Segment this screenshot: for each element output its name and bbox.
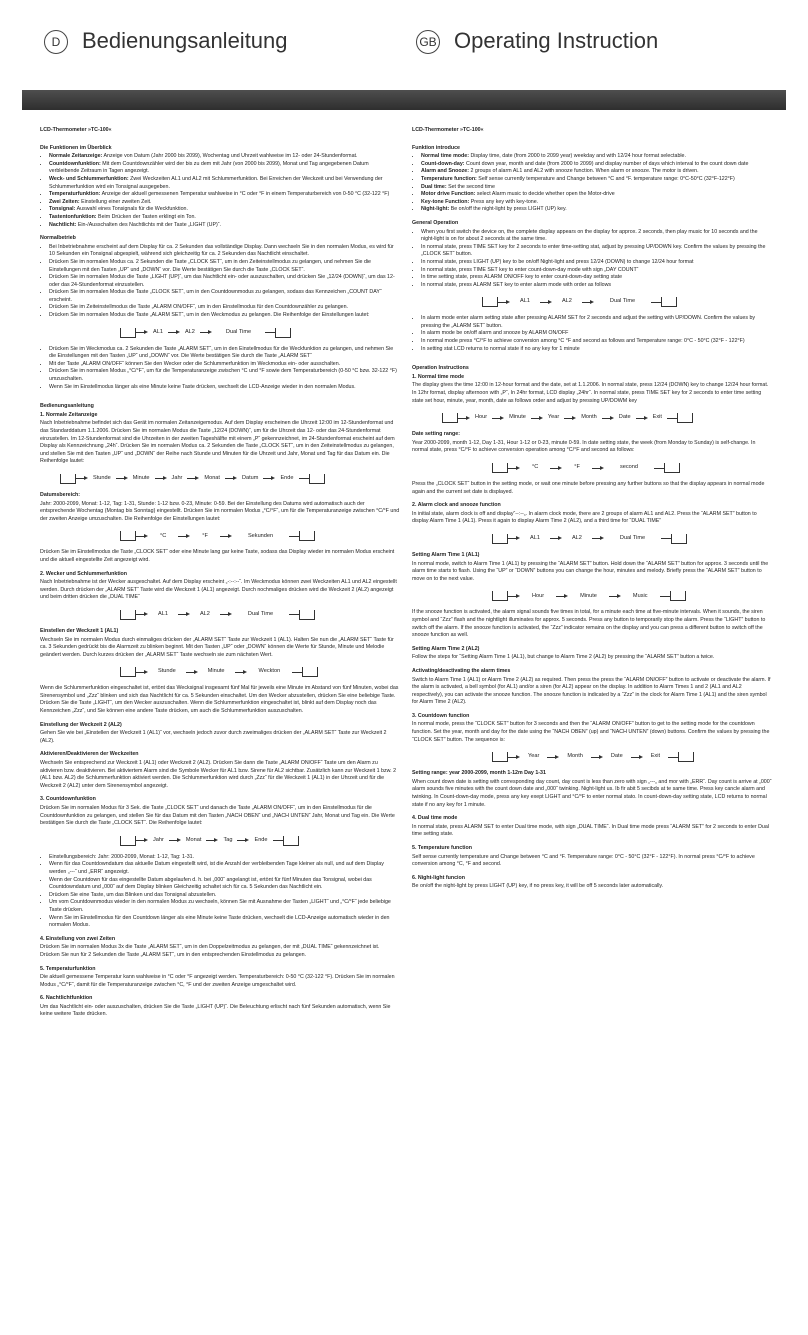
list-item: • Drücken Sie im Weckmodus ca. 2 Sekunden die Taste „ALARM SET“, um in den Einstellmodus für die Weckfunktion zu gelangen, und nehmen Sie die Einstellungen mit den Tasten „UP“ und „DOWN“ vor. Die Werte bestätigen Sie durch die Taste „ALARM SET“ (49, 346, 400, 361)
flow-step: Date (610, 753, 623, 760)
de-range-text: Jahr: 2000-2099, Monat: 1-12, Tag: 1-31, Stunde: 1-12 bzw. 0-23, Minute: 0-59. Bei der Einstellung des Datums wird automatisch auch der entsprechende Wochentag (Montag bis Sonntag) eingestellt. Drücken Sie im normalen Modus „°C/°F“, um für die Temperaturanzeige zwischen °C/°F und der zweiten Anzeige umzuschalten. Die Reihenfolge der Einstellungen lautet: (40, 500, 400, 522)
flow-step: Exit (652, 414, 662, 421)
de-al1-text-2: Wenn die Schlummerfunktion eingeschaltet ist, ertönt das Wecksignal insgesamt fünf Mal für jeweils eine Minute im Abstand von fünf Minuten, wobei das Sirenensymbol und „Zzz“ blinken und sich das Nachtlicht für ca. 5 Sekunden einschaltet. Um den Wecker abzustellen, drücken Sie eine beliebige Taste. Drücken Sie die Taste „LIGHT“, um den Wecker auszuschalten. Wenn die Schlummerfunktion eingeschaltet ist, blinkt auf dem Display noch das Kennzeichen „Zzz“, und Sie können eine andere Taste drücken, um auch die Schlummerfunktion auszuschalten. (40, 685, 399, 715)
german-title (44, 28, 288, 54)
flow-step: AL1 (520, 298, 530, 305)
list-item: • Drücken Sie im Zeiteinstellmodus die Taste „ALARM ON/OFF“, um in den Einstellmodus für den Countdownzähler zu gelangen. (49, 304, 400, 312)
de-s5-text: Die aktuell gemessene Temperatur kann wahlweise in °C oder °F angezeigt werden. Temperaturbereich: 0-50 °C (32-122 °F). Drücken Sie im normalen Modus „°C/°F“, damit für die Temperaturanzeige zwischen °C, °F und der zweiten Anzeige umgeschaltet wird. (40, 974, 395, 988)
flow-step: Month (581, 414, 597, 421)
flow-step: Ende (280, 475, 294, 482)
list-item: • Nachtlicht: Ein-/Ausschalten des Nachtlichts mit der Taste „LIGHT (UP)“. (49, 222, 400, 230)
en-title-text: Operating Instruction (454, 28, 659, 53)
de-range-text-2: Drücken Sie im Einstellmodus die Taste „CLOCK SET“ oder eine Minute lang gar keine Taste, sodass das Display wieder im normalen Modus erscheint und die aktuell eingestellte Zeit angezeigt wird. (40, 549, 395, 563)
flow-step: Dual Time (225, 328, 252, 335)
flow-step: Month (567, 753, 583, 760)
list-item: • Normale Zeitanzeige: Anzeige von Datum (Jahr 2000 bis 2099), Wochentag und Uhrzeit wahlweise im 12- oder 24-Stundenformat. (49, 153, 400, 161)
de-model: LCD-Thermometer »TC-100« (40, 127, 112, 133)
list-item: • Drücken Sie eine Taste, um das Blinken und das Tonsignal abzustellen. (49, 892, 400, 900)
flow-step: Ende (254, 836, 268, 843)
flow-step: Hour (475, 414, 488, 421)
list-item: • Wenn Sie im Einstellmodus länger als eine Minute keine Taste drücken, wechselt die LCD-Anzeige wieder in den normalen Modus. (49, 384, 400, 392)
en-sr-text: When count down date is setting with corresponding day count, day count is less than zero with sign „---„ and mor with „ERR“. Day count is arrive at „000“ alarm sounds five minutes with the count down date and „000“ twinking. Night-light us. Ib fir abit 5 secibds at te same time. Press key cancle alarm and twinking. In Count-down-day mode, press any key exept LIGHT and °C/°F to enter normal stato. In count-down-day setting state, LCD returns to normal state if no any key for 1 minute. (412, 778, 772, 808)
flow-step: Minute (509, 414, 526, 421)
en-sa2-heading: Setting Alarm Time 2 (AL2) (412, 645, 480, 652)
list-item: • Einstellungsbereich: Jahr: 2000-2099, Monat: 1-12, Tag: 1-31. (49, 854, 400, 862)
flow-step: Stunde (93, 475, 111, 482)
list-item: • Drücken Sie im normalen Modus die Taste „CLOCK SET“, um in den Countdownmodus zu gelangen, sodass das Kennzeichen „COUNT DAY“ erscheint. (49, 289, 400, 304)
list-item: • Drücken Sie im normalen Modus die Taste „LIGHT (UP)“, um das Nachtlicht ein- oder auszuschalten, und drücken Sie „12/24 (DOWN)“, um das 12- oder das 24-Stundenformat einzustellen. (49, 274, 400, 289)
list-item: • Dual time: Set the second time (421, 184, 772, 192)
en-o4-heading: 4. Dual time mode (412, 815, 458, 822)
de-s3-heading: 3. Countdownfunktion (40, 796, 96, 803)
en-model: LCD-Thermometer »TC-100« (412, 127, 484, 133)
flow-step: Sekunden (247, 532, 274, 539)
list-item: • Mit der Taste „ALARM ON/OFF“ können Sie den Wecker oder die Schlummerfunktion im Weckmodus ein- oder ausschalten. (49, 361, 400, 369)
en-o6-heading: 6. Night-light funcion (412, 874, 465, 881)
de-al1-heading: Einstellen der Weckzeit 1 (AL1) (40, 627, 119, 634)
en-gen-list-2 (412, 315, 772, 353)
de-al2-text: Gehen Sie wie bei „Einstellen der Weckzeit 1 (AL1)“ vor, wechseln jedoch zuvor durch zweimaliges drücken der „ALARM SET“ Taste zur Weckzeit 2 (AL2). (40, 730, 387, 744)
list-item: • In time setting state, press ALARM ON/OFF key to enter count-down-day setting state (421, 274, 772, 282)
en-al1-order-diagram (412, 589, 772, 603)
de-s3-text: Drücken Sie im normalen Modus für 3 Sek. die Taste „CLOCK SET“ und danach die Taste „ALARM ON/OFF“, um in den Einstellmodus für die Countdownfunktion zu gelangen, und stellen Sie für das Datum mit den Tasten „NACH OBEN“ und „NACH UNTEN“ Jahr, Monat und Tag ein. Die Werte bestätigen Sie durch die Taste „CLOCK SET“. Die Reihenfolge lautet: (40, 805, 395, 827)
flow-step: AL1 (153, 328, 163, 335)
en-func-heading: Funktion introduce (412, 144, 460, 151)
page-header (0, 28, 808, 68)
en-o2-text: In initial state, alarm clock is off and display“--:--„. In alarm clock mode, there are 2 groups of alarm AL1 and AL2. Press the “ALARM SET” button to display Alarm Time 1 (AL1). Press it again to display Alarm Time 2 (AL2), and a third time for “DUAL TIME” (412, 510, 757, 525)
flow-step: Exit (650, 753, 661, 760)
flow-step: Tag (223, 836, 233, 843)
de-overview-list (40, 153, 400, 229)
en-o3-text: In normal mode, press the “CLOCK SET” button for 3 seconds and then the “ALARM ON/OFF” button to get to the setting mode for the countdown function. Set the year, month and day for the date using the “NACH OBEN” (up) and “NACH UNTEN” (down) buttons. Confirm the values by pressing the “CLOCK SET” button. The sequence is: (412, 721, 770, 743)
en-gen-heading: General Operation (412, 219, 459, 226)
de-s4-heading: 4. Einstellung von zwei Zeiten (40, 935, 116, 942)
de-title-text: Bedienungsanleitung (82, 28, 288, 53)
en-sr-heading: Setting range: year 2000-2099, month 1-12m Day 1-31 (412, 770, 546, 777)
de-manual-heading: Bedienungsanleitung (40, 403, 94, 410)
en-dr-text-2: Press the „CLOCK SET“ button in the setting mode, or wait one minute before pressing any further buttons so that the display appears in normal mode again and the current set date is displayed. (412, 481, 765, 495)
en-o3-heading: 3. Countdown function (412, 712, 470, 719)
list-item: • Key-tone Function: Press any key with key-tone. (421, 199, 772, 207)
gb-language-badge: GB (416, 30, 440, 54)
flow-step: °F (202, 532, 208, 539)
de-s1-heading: 1. Normale Zeitanzeige (40, 411, 98, 418)
en-o1-text: The display gives the time 12:00 in 12-hour format and the date, set at 1.1.2006. In normal state, press 12/24 (DOWN) key to change 12/24 hour format. In 12hr format, display afternoon with „P“, In 24hr format, LCD display „24hr“. In normal state, press TIME SET key for 2 seconds to enter time setting state set hour, minute, year, month, date as follows order and adjust by pressing UP/DOWM key (412, 382, 769, 404)
list-item: • Bei Inbetriebnahme erscheint auf dem Display für ca. 2 Sekunden das vollständige Display. Dann wechseln Sie in den normalen Modus, es wird für 10 Sekunden ein Tonsignal abgespielt, während sich gleichzeitig für ca. 2 Sekunden das Nachtlicht einschaltet. (49, 244, 400, 259)
flow-step: Weckton (258, 668, 281, 675)
flow-step: Dual Time (619, 535, 646, 542)
de-s6-heading: 6. Nachtlichtfunktion (40, 995, 93, 1002)
en-o5-text: Self sense currently temperature and Change between °C and °F. Temperature range: 0°C - 50°C (32°F - 122°F). In normal press °C/°F to achieve conversion among °C, °F and second. (412, 853, 755, 868)
de-s4-text: Drücken Sie im normalen Modus 3x die Taste „ALARM SET“, um in den Doppelzeitmodus zu gelangen, der mit „DUAL TIME“ gekennzeichnet ist. Drücken Sie nun für 2 Sekunden die Taste „ALARM SET“, um in den entsprechenden Einstellmodus zu gelangen. (40, 944, 380, 958)
list-item: • Um vom Countdownmodus wieder in den normalen Modus zu wechseln, können Sie mit Ausnahme der Tasten „LIGHT“ und „°C/°F“ jede beliebige Taste drücken. (49, 899, 400, 914)
list-item: • In normal state, press ALARM SET key to enter alarm mode with order as follows (421, 282, 772, 290)
list-item: • Drücken Sie im normalen Modus die Taste „ALARM SET“, um in den Weckmodus zu gelangen. Die Reihenfolge der Einstellungen lautet: (49, 312, 400, 320)
list-item: • Drücken Sie im normalen Modus ca. 2 Sekunden die Taste „CLOCK SET“, um in den Zeiteinstellmodus zu gelangen, und nehmen Sie die Einstellungen mit den Tasten „UP“ und „DOWN“ vor. Die Werte bestätigen Sie durch die Taste „CLOCK SET“. (49, 259, 400, 274)
de-time-order-diagram (40, 472, 400, 486)
flow-step: Date (618, 414, 631, 421)
flow-step: Minute (580, 592, 597, 599)
de-language-badge: D (44, 30, 68, 54)
flow-step: Dual Time (609, 298, 636, 305)
flow-step: Jahr (153, 836, 164, 843)
en-func-list (412, 153, 772, 214)
de-overview-heading: Die Funktionen im Überblick (40, 144, 112, 151)
header-band (22, 90, 786, 110)
list-item: • In alarm mode be on/off alarm and snooze by ALARM ON/OFF (421, 330, 772, 338)
flow-step: AL2 (571, 535, 582, 542)
list-item: • Weck- und Schlummerfunktion: Zwei Weckzeiten AL1 und AL2 mit Schlummerfunktion. Bei Erreichen der Weckzeit und bei Verwendung der Schlummerfunktion wird ein Tonsignal ausgegeben. (49, 176, 400, 191)
list-item: • In setting stat LCD returns to normal state if no any key for 1 minute (421, 346, 772, 354)
flow-step: Stunde (158, 668, 176, 675)
flow-step: °C (160, 532, 167, 539)
en-o5-heading: 5. Temperature function (412, 845, 472, 851)
de-act-text: Wechseln Sie entsprechend zur Weckzeit 1 (AL1) oder Weckzeit 2 (AL2). Drücken Sie dann die Taste „ALARM ON/OFF“ Taste um den Alarm zu aktivieren bzw. deaktivieren. Bei aktiviertem Alarm sind die Symbole Wecker für AL1 bzw. Sirene für AL2 sichtbar. Zusätzlich kann zur Weckzeit 1 bzw. 2 (AL1 bzw. AL2) die Schlummerfunktion aktiviert werden. Die Schlummerfunktion wird durch „Zzz“ für die Weckzeit 1 (AL1) in der Uhrzeit und für die Weckzeit 2 (AL2) unter dem Sirenensymbol angezeigt. (40, 760, 397, 789)
list-item: • Wenn der Countdown für das eingestellte Datum abgelaufen d. h. bei „000“ angelangt ist, ertönt für fünf Minuten das Tonsignal, wobei das Countdowndatum und „000“ auf dem Display blinken Gleichzeitig schaltet sich für ca. 5 Sekunden das Nachtlicht ein. (49, 877, 400, 892)
de-al1-order-diagram (40, 665, 400, 679)
en-temp-order-diagram (412, 461, 772, 475)
list-item: • Motor drive Function: select Alarm music to decide whether open the Motor-drive (421, 191, 772, 199)
en-o6-text: Be on/off the night-light by press LIGHT (UP) key, if no press key, it will be off 5 seconds later automatically. (412, 883, 664, 890)
flow-step: Minute (132, 475, 150, 482)
list-item: • In normal state, press LIGHT (UP) key to be on/off Night-light and press 12/24 (DOWN) to change 12/24 hour format (421, 259, 772, 267)
german-column (40, 127, 400, 1023)
en-dr-heading: Date setting range: (412, 431, 460, 438)
flow-step: Music (632, 592, 648, 599)
de-range-heading: Datumsbereich: (40, 491, 81, 498)
list-item: • In normal state, press TIME SET key to enter count-down-day mode with sign „DAY COUNT“ (421, 267, 772, 275)
de-normal-list (40, 244, 400, 320)
list-item: • Wenn für das Countdowndatum das aktuelle Datum eingestellt wird, ist die Anzahl der verbleibenden Tage kleiner als null, und auf dem Display werden „---“ und „ERR“ angezeigt. (49, 861, 400, 876)
flow-step: Hour (532, 592, 545, 599)
en-act-heading: Activating/deactivating the alarm times (412, 667, 511, 674)
list-item: • In normal state, press TIME SET key for 2 seconds to enter time-setting stat, adjust by pressing UP/DOWN key. Confirm the values by pressing the „CLOCK SET“ button. (421, 244, 772, 259)
flow-step: AL1 (158, 611, 168, 618)
en-sa1-text: In normal mode, switch to Alarm Time 1 (AL1) by pressing the “ALARM SET” button. Hold down the “ALARM SET” button for approx. 3 seconds until the alarm time starts to flash. Using the “UP” or “DOWN” buttons you can change the hour, minutes and melody. Briefly press the “ALARM SET” button to move on to the next value. (412, 560, 769, 582)
list-item: • Normal time mode: Display time, date (from 2000 to 2099 year) weekday and with 12/24 hour format selectable. (421, 153, 772, 161)
flow-step: Datum (241, 475, 259, 482)
list-item: • Temperature function: Self sense currently temperature and Change between °C and °F. temperature range: 0°C-50°C (32°F-122°F) (421, 176, 772, 184)
en-alarm-order-diagram (412, 295, 772, 309)
en-time-order-diagram (412, 411, 772, 425)
de-act-heading: Aktivieren/Deaktivieren der Weckzeiten (40, 751, 139, 758)
flow-step: °C (532, 464, 539, 471)
en-gen-list (412, 229, 772, 290)
de-s5-heading: 5. Temperaturfunktion (40, 965, 96, 972)
flow-step: Jahr (171, 475, 183, 482)
de-alarm-order-diagram-2 (40, 608, 400, 622)
en-sa2-text: Follow the steps for “Setting Alarm Time 1 (AL1), but change to Alarm Time 2 (AL2) by pressing the “ALARM SET” button a twice. (412, 654, 715, 661)
list-item: • When you first switch the device on, the complete display appears on the display for approx. 2 seconds, then play music for 10 seconds and the night-light is on for about 2 seconds at the same time. (421, 229, 772, 244)
de-temp-order-diagram (40, 529, 400, 543)
en-o2-heading: 2. Alarm clock and snooze function (412, 502, 501, 509)
list-item: • Tastentonfunktion: Beim Drücken der Tasten erklingt ein Ton. (49, 214, 400, 222)
en-o4-text: In normal state, press ALARM SET to enter Dual time mode, with sign „DUAL TIME“. In Dual time mode press “ALARM SET” for 2 seconds to enter Dual time setting state. (412, 823, 769, 838)
en-o1-heading: 1. Normal time mode (412, 373, 465, 380)
list-item: • Zwei Zeiten: Einstellung einer zweiten Zeit. (49, 199, 400, 207)
en-op-heading: Operation Instructions (412, 365, 469, 372)
de-s1-text: Nach Inbetriebnahme befindet sich das Gerät im normalen Zeitanzeigemodus. Auf dem Display erscheinen die Uhrzeit 12:00 im 12-Stundenformat und das Standarddatum 1.1.2006. Drücken Sie im normalen Modus die Taste „12/24 (DOWN)“, um für die Uhrzeit das 12- oder das 24-Stundenformat einzustellen. Im 12-Stundenformat sind die Uhrzeiten in der zweiten Tageshälfte mit einem „P“ gekennzeichnet, im 24-Stundenformat erscheint auf dem Display als Kennzeichnung „24h“. Drücken Sie im normalen Modus ca. 2 Sekunden die Taste „CLOCK SET“, um in den Zeiteinstellmodus zu gelangen, und stellen Sie mit den Tasten „UP“ und „DOWN“ der Reihe nach Stunde und Minuten für die Uhrzeit und Jahr, Monat und Tag für das Datum ein. Die Reihenfolge lautet: (40, 420, 395, 465)
list-item: • In alarm mode enter alarm setting state after pressing ALARM SET for 2 seconds and adjust the setting with UP/DOWN. Confirm the values by pressing the „ALARM SET“ button. (421, 315, 772, 330)
de-s2-text: Nach Inbetriebnahme ist der Wecker ausgeschaltet. Auf dem Display erscheint „-:--:--“. Im Weckmodus können zwei Weckzeiten AL1 und AL2 eingestellt werden. Durch drücken der „ALARM SET“ Taste wird die Weckzeit 1 (AL1) angezeigt. Durch nochmaliges drücken wird die Weckzeit 2 (AL2) angezeigt und beim dritten drücken die „DUAL TIME“ (40, 579, 397, 601)
flow-step: AL2 (561, 298, 572, 305)
flow-step: second (619, 464, 638, 471)
list-item: • Count-down-day: Count down year, month and date (from 2000 to 2099) and display number of days which interval to the count down date (421, 161, 772, 169)
list-item: • Wenn Sie im Einstellmodus für den Countdown länger als eine Minute keine Taste drücken, wechselt die LCD-Anzeige automatisch wieder in den normalen Modus. (49, 915, 400, 930)
english-column (412, 127, 772, 895)
de-al1-text: Wechseln Sie im normalen Modus durch einmaliges drücken der „ALARM SET“ Taste zur Weckzeit 1 (AL1). Halten Sie nun die „ALARM SET“ Taste für ca. 3 Sekunden gedrückt bis die Alarmzeit zu blinken beginnt. Mit den Tasten „UP“ oder „DOWN“ können die Werte für Stunde, Minute und Melodie geändert werden. Durch kurzes drücken der „ALARM SET“ Taste wechseln sie zum nächsten Wert. (40, 636, 394, 658)
de-s2-heading: 2. Wecker und Schlummerfunktion (40, 570, 128, 577)
de-alarm-order-diagram (40, 326, 400, 340)
flow-step: Year (547, 414, 560, 421)
de-normal-heading: Normalbetrieb (40, 235, 76, 242)
en-sa1-heading: Setting Alarm Time 1 (AL1) (412, 551, 480, 558)
en-act-text: Switch to Alarm Time 1 (AL1) or Alarm Time 2 (AL2) as required. Then press the press the “ALARM ON/OFF” button to activate or deactivate the alarm. If the alarm is activated, a bell symbol (for AL1) and/or a siren (for AL2) appear on the display. In addition to Alarm Times 1 and 2 (AL1 and AL2 respectively), you can activate the snooze function. The snooze function is indicated by a “Zzz” in the clock for Alarm Time 1 (AL1) and the siren symbol for Alarm Time 2 (AL2). (412, 676, 771, 706)
list-item: • Tonsignal: Auswahl eines Tonsignals für die Weckfunktion. (49, 206, 400, 214)
flow-step: °F (574, 464, 580, 471)
flow-step: Dual Time (247, 611, 274, 618)
de-countdown-list (40, 854, 400, 930)
list-item: • Drücken Sie im normalen Modus „°C/°F“, um für die Temperaturanzeige zwischen °C und °F sowie dem Temperaturbereich (0-50 °C bzw. 32-122 °F) umzuschalten. (49, 368, 400, 383)
flow-step: Monat (204, 475, 220, 482)
list-item: • In normal mode press °C/°F to achieve conversion among °C °F and second as follows and Temperature range: 0°C - 50°C (32°F - 122°F) (421, 338, 772, 346)
en-dr-text: Year 2000-2099, month 1-12, Day 1-31, Hour 1-12 or 0-23, minute 0-59. In date setting state, the week (from Monday to Sunday) is self-change. In normal state, press °C/°F to achieve conversion operation among °C/°F and second as follows: (412, 439, 756, 454)
en-countdown-order-diagram (412, 750, 772, 764)
english-title (416, 28, 658, 54)
list-item: • Night-light: Be on/off the night-light by press LIGHT (UP) key. (421, 206, 772, 214)
en-sa1-text-2: If the snooze function is activated, the alarm signal sounds five times in total, for a minute each time at five-minute intervals. When it sounds, the siren symbol and “Zzz” flash and the nightlight illuminates for approx. 5 seconds. Press any button to temporarily stop the alarm. Press the “LIGHT” button to switch off the alarm. If the snooze function is activated, the “Zzz” indicator remains on the display and you can press a different button to switch off the snooze function as well. (412, 609, 766, 639)
flow-step: AL2 (184, 328, 195, 335)
flow-step: AL1 (530, 535, 540, 542)
de-normal-list-2 (40, 346, 400, 392)
list-item: • Temperaturfunktion: Anzeige der aktuell gemessenen Temperatur wahlweise in °C oder °F in einem Temperaturbereich von 0-50 °C (32-122 °F) (49, 191, 400, 199)
flow-step: Monat (185, 836, 202, 843)
de-s6-text: Um das Nachtlicht ein- oder auszuschalten, drücken Sie die Taste „LIGHT (UP)“. Die Beleuchtung erlischt nach fünf Sekunden automatisch, wenn Sie keine weitere Taste drücken. (40, 1003, 391, 1018)
en-alarm-order-diagram-2 (412, 532, 772, 546)
list-item: • Countdownfunktion: Mit dem Countdownzähler wird der bis zu dem mit Jahr (von 2000 bis 2099), Monat und Tag angegebenen Datum verbleibende Zeitraum in Tagen angezeigt. (49, 161, 400, 176)
flow-step: AL2 (199, 611, 210, 618)
flow-step: Year (528, 753, 540, 760)
de-al2-heading: Einstellung der Weckzeit 2 (AL2) (40, 721, 122, 728)
de-countdown-order-diagram (40, 834, 400, 848)
list-item: • Alarm and Snooze: 2 groups of alarm AL1 and AL2 with snooze function. When alarm or snooze. The motor is driven. (421, 168, 772, 176)
flow-step: Minute (207, 668, 225, 675)
